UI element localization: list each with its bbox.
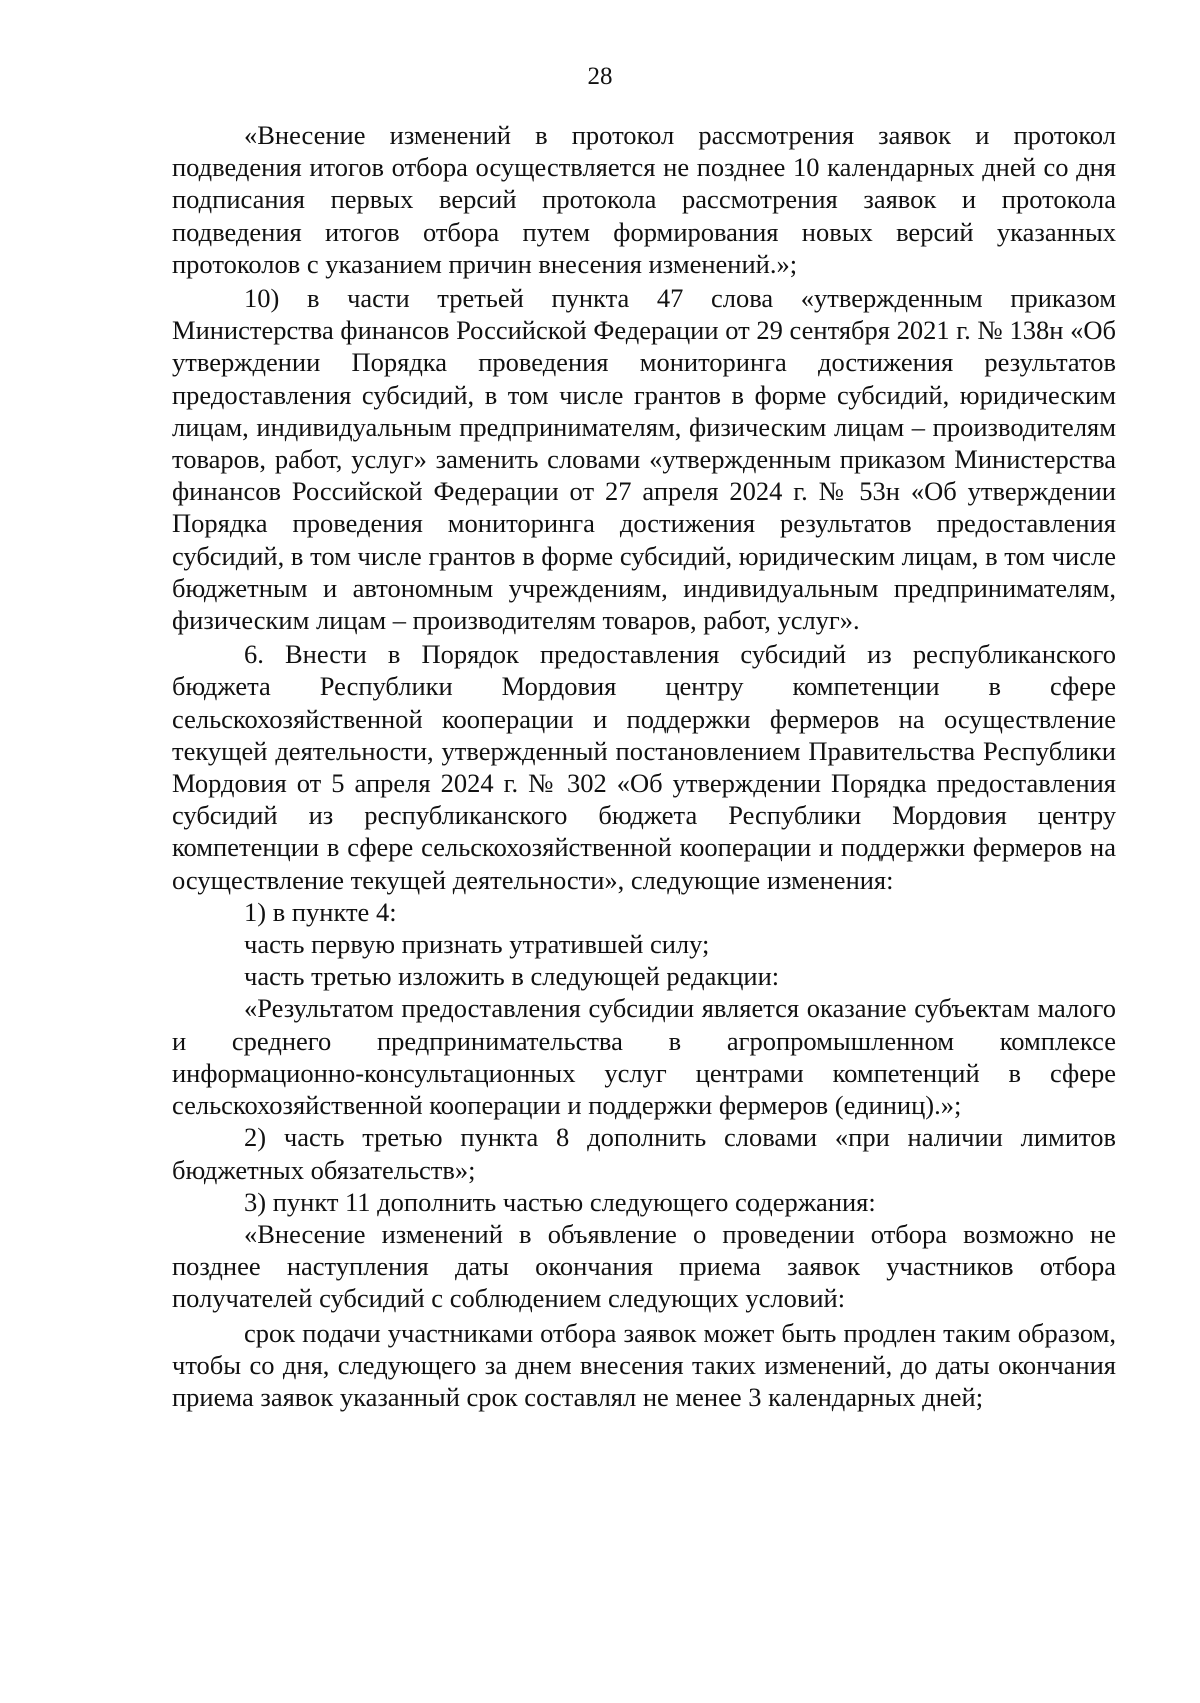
document-body bbox=[172, 119, 1116, 1413]
paragraph-part-three: часть третью изложить в следующей редакции: bbox=[244, 961, 780, 992]
paragraph-part-one: часть первую признать утратившей силу; bbox=[244, 929, 710, 960]
page-number: 28 bbox=[587, 63, 613, 90]
paragraph-result-definition: «Результатом предоставления субсидии является оказание субъектам малого и среднего предпринимательства в агропромышленном комплексе информационно-консультационных услуг центрами компетенций в сфере сельскохозяйственной кооперации и поддержки фермеров (единиц).»; bbox=[172, 993, 1116, 1121]
paragraph-subitem-1: 1) в пункте 4: bbox=[244, 896, 397, 927]
paragraph-item-10: 10) в части третьей пункта 47 слова «утвержденным приказом Министерства финансов Российской Федерации от 29 сентября 2021 г. № 138н «Об утверждении Порядка проведения мониторинга достижения результатов предоставления субсидий, в том числе грантов в форме субсидий, юридическим лицам, индивидуальным предпринимателям, физическим лицам – производителям товаров, работ, услуг» заменить словами «утвержденным приказом Министерства финансов Российской Федерации от 27 апреля 2024 г. № 53н «Об утверждении Порядка проведения мониторинга достижения результатов предоставления субсидий, в том числе грантов в форме субсидий, юридическим лицам, в том числе бюджетным и автономным учреждениям, индивидуальным предпринимателям, физическим лицам – производителям товаров, работ, услуг». bbox=[172, 283, 1116, 636]
paragraph-section-6: 6. Внести в Порядок предоставления субсидий из республиканского бюджета Республики Мордовия центру компетенции в сфере сельскохозяйственной кооперации и поддержки фермеров на осуществление текущей деятельности, утвержденный постановлением Правительства Республики Мордовия от 5 апреля 2024 г. № 302 «Об утверждении Порядка предоставления субсидий из республиканского бюджета Республики Мордовия центру компетенции в сфере сельскохозяйственной кооперации и поддержки фермеров на осуществление текущей деятельности», следующие изменения: bbox=[172, 639, 1116, 895]
paragraph-subitem-3: 3) пункт 11 дополнить частью следующего содержания: bbox=[244, 1186, 876, 1217]
paragraph-subitem-2: 2) часть третью пункта 8 дополнить словами «при наличии лимитов бюджетных обязательств»; bbox=[172, 1122, 1116, 1185]
paragraph-protocol-amendments: «Внесение изменений в протокол рассмотрения заявок и протокол подведения итогов отбора осуществляется не позднее 10 календарных дней со дня подписания первых версий протокола рассмотрения заявок и протокола подведения итогов отбора путем формирования новых версий указанных протоколов с указанием причин внесения изменений.»; bbox=[172, 120, 1116, 279]
paragraph-deadline-extension: срок подачи участниками отбора заявок может быть продлен таким образом, чтобы со дня, следующего за днем внесения таких изменений, до даты окончания приема заявок указанный срок составлял не менее 3 календарных дней; bbox=[172, 1317, 1116, 1412]
paragraph-announcement-changes: «Внесение изменений в объявление о проведении отбора возможно не позднее наступления даты окончания приема заявок участников отбора получателей субсидий с соблюдением следующих условий: bbox=[172, 1218, 1116, 1314]
